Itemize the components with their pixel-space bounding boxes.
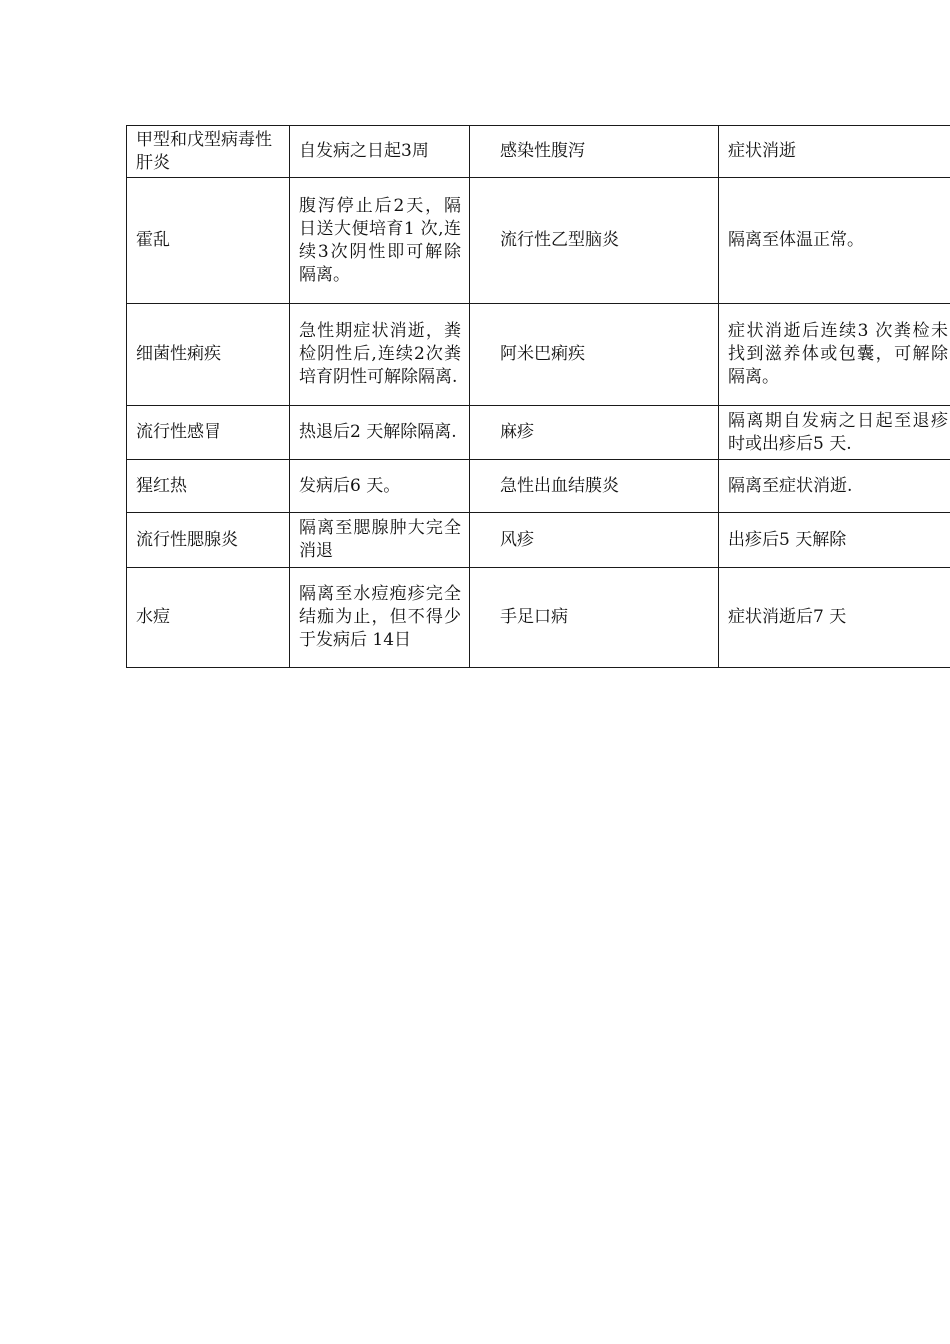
disease-name-cell: 流行性腮腺炎 (127, 513, 290, 568)
disease-name-cell: 麻疹 (470, 406, 719, 460)
table-row (127, 304, 950, 406)
isolation-period-cell: 热退后2 天解除隔离. (290, 406, 470, 460)
table-row (127, 178, 950, 304)
disease-name-cell: 手足口病 (470, 568, 719, 668)
isolation-period-table (126, 125, 950, 668)
table-row (127, 126, 950, 178)
table-row (127, 406, 950, 460)
disease-name-cell: 急性出血结膜炎 (470, 460, 719, 513)
isolation-period-cell: 自发病之日起3周 (290, 126, 470, 178)
isolation-period-cell: 症状消逝 (719, 126, 950, 178)
isolation-period-cell: 症状消逝后连续3 次粪检未找到滋养体或包囊，可解除隔离。 (719, 304, 950, 406)
disease-name-cell: 流行性乙型脑炎 (470, 178, 719, 304)
table-row (127, 513, 950, 568)
disease-name-cell: 阿米巴痢疾 (470, 304, 719, 406)
disease-name-cell: 甲型和戊型病毒性肝炎 (127, 126, 290, 178)
isolation-period-cell: 隔离期自发病之日起至退疹时或出疹后5 天. (719, 406, 950, 460)
isolation-period-cell: 隔离至体温正常。 (719, 178, 950, 304)
table-row (127, 568, 950, 668)
disease-name-cell: 猩红热 (127, 460, 290, 513)
disease-name-cell: 霍乱 (127, 178, 290, 304)
isolation-period-cell: 出疹后5 天解除 (719, 513, 950, 568)
table-row (127, 460, 950, 513)
isolation-period-cell: 急性期症状消逝，粪检阴性后,连续2次粪培育阴性可解除隔离. (290, 304, 470, 406)
isolation-period-cell: 隔离至症状消逝. (719, 460, 950, 513)
isolation-period-cell: 发病后6 天。 (290, 460, 470, 513)
disease-name-cell: 感染性腹泻 (470, 126, 719, 178)
isolation-period-cell: 隔离至腮腺肿大完全消退 (290, 513, 470, 568)
disease-name-cell: 风疹 (470, 513, 719, 568)
isolation-period-cell: 症状消逝后7 天 (719, 568, 950, 668)
disease-name-cell: 细菌性痢疾 (127, 304, 290, 406)
isolation-period-cell: 腹泻停止后2天，隔日送大便培育1 次,连续3次阴性即可解除隔离。 (290, 178, 470, 304)
disease-name-cell: 流行性感冒 (127, 406, 290, 460)
disease-name-cell: 水痘 (127, 568, 290, 668)
isolation-period-cell: 隔离至水痘疱疹完全结痂为止，但不得少于发病后 14日 (290, 568, 470, 668)
